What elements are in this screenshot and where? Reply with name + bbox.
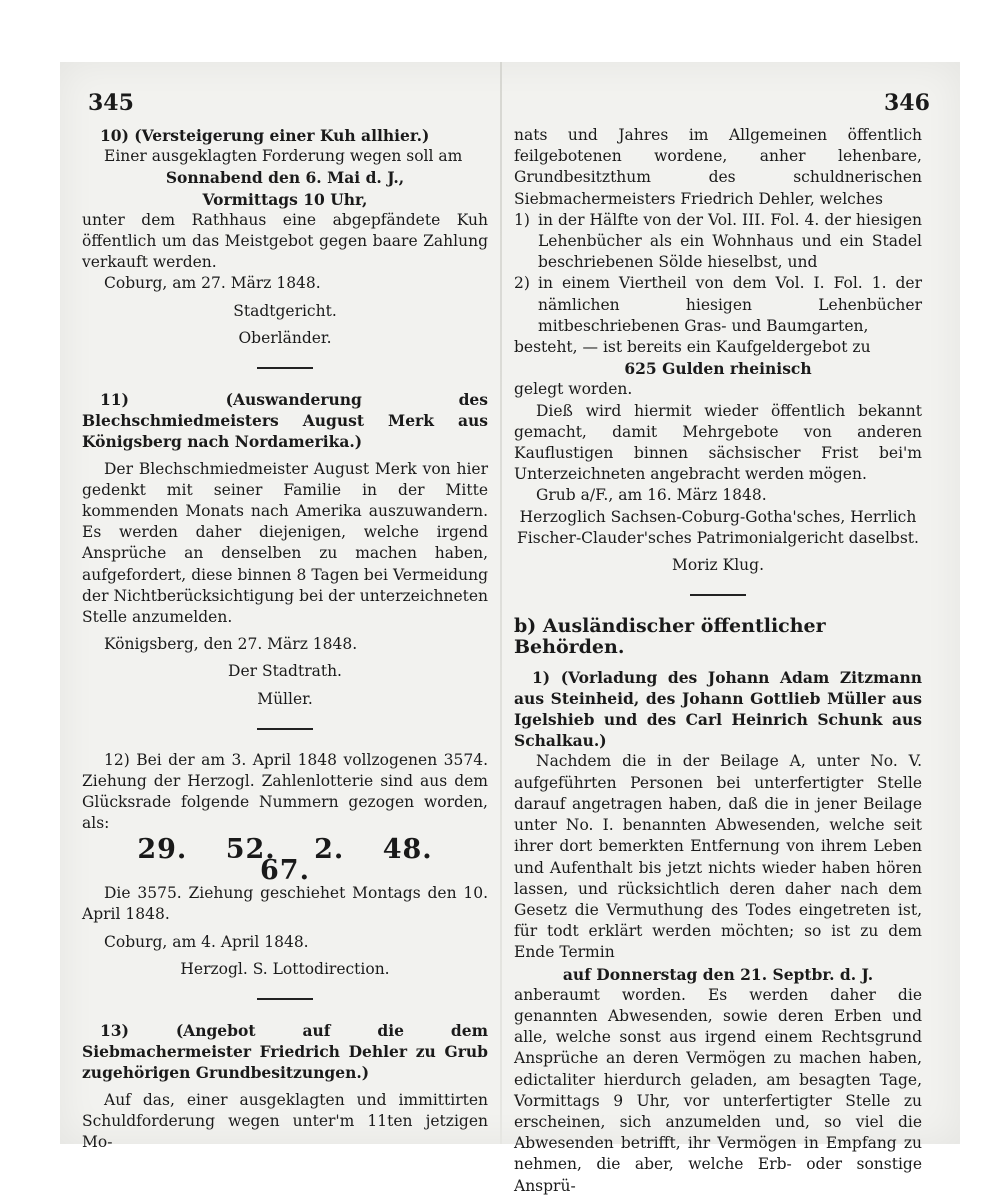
notice-b1-body: Nachdem die in der Beilage A, unter No. V. aufgeführten Personen bei unterfertigter Stelle darauf angetragen haben, daß die in jener Beilage unter No. I. benannten Abwesenden, welche seit ihrer dort bemerkten Entfernung von ihrem Leben und Aufenthalt bis jetzt nichts wieder haben hören lassen, und rücksichtlich deren daher nach dem Gesetz die Vermuthung des Todes eingetreten ist, für todt erklärt werden möchten; so ist zu dem Ende Termin xyxy=(514,752,922,962)
page-fold xyxy=(500,62,502,1144)
notice-10-heading: 10) (Versteigerung einer Kuh allhier.) xyxy=(100,126,430,145)
item-text: in einem Viertheil von dem Vol. I. Fol. 1. der nämlichen hiesigen Lehenbücher mitbeschriebenen Gras- und Baumgarten, xyxy=(538,274,922,335)
section-heading-b: b) Ausländischer öffentlicher Behörden. xyxy=(514,615,826,659)
right-column xyxy=(514,125,922,1197)
item-text: in der Hälfte von der Vol. III. Fol. 4. der hiesigen Lehenbücher als ein Wohnhaus und ein Stadel beschriebenen Sölde hieselbst, und xyxy=(538,210,922,272)
notice-13-body-2: Dieß wird hiermit wieder öffentlich bekannt gemacht, damit Mehrgebote von anderen Kauflustigen binnen sächsischer Frist bei'm Unterzeichneten angebracht werden mögen. xyxy=(514,401,922,484)
notice-13-authority: Herzoglich Sachsen-Coburg-Gotha'sches, Herrlich Fischer-Clauder'sches Patrimonialgericht daselbst. xyxy=(517,507,919,547)
notice-10-body: unter dem Rathhaus eine abgepfändete Kuh öffentlich um das Meistgebot gegen baare Zahlung verkauft werden. xyxy=(82,210,488,272)
notice-11-signature: Müller. xyxy=(257,689,313,708)
separator-rule xyxy=(690,594,746,596)
page-number-right: 346 xyxy=(884,90,930,116)
notice-11-body: Der Blechschmiedmeister August Merk von hier gedenkt mit seiner Familie in der Mitte kommenden Monats nach Amerika auszuwandern. Es werden daher diejenigen, welche irgend Ansprüche an denselben zu machen haben, aufgefordert, diese binnen 8 Tagen bei Vermeidung der Nichtberücksichtigung bei der unterzeichneten Stelle anzumelden. xyxy=(82,459,488,627)
separator-rule xyxy=(257,998,313,1000)
notice-b1-termin: auf Donnerstag den 21. Septbr. d. J. xyxy=(562,964,874,984)
notice-13-body-start: Auf das, einer ausgeklagten und immittirten Schuldforderung wegen unter'm 11ten jetzigen Mo- xyxy=(82,1090,488,1151)
item-number: 2) xyxy=(514,274,530,293)
lottery-numbers xyxy=(82,833,488,886)
item-number: 1) xyxy=(514,210,530,229)
lottery-number: 2. xyxy=(314,833,345,865)
notice-10-signature: Oberländer. xyxy=(238,328,332,347)
notice-10-time: Vormittags 10 Uhr, xyxy=(202,189,368,209)
lottery-number: 48. xyxy=(382,833,433,865)
notice-10-place-date: Coburg, am 27. März 1848. xyxy=(104,274,321,293)
property-item xyxy=(514,273,922,337)
notice-13-amount: 625 Gulden rheinisch xyxy=(624,359,812,379)
notice-13-gelegt: gelegt worden. xyxy=(514,380,633,399)
lottery-number: 52. xyxy=(225,833,276,865)
notice-13-place-date: Grub a/F., am 16. März 1848. xyxy=(536,486,767,505)
notice-b1-body-2: anberaumt worden. Es werden daher die genannten Abwesenden, sowie deren Erben und alle, welche sonst aus irgend einem Rechtsgrund Ansprüche an deren Vermögen zu machen haben, edictaliter hierdurch geladen, am besagten Tage, Vormittags 9 Uhr, vor unterfertigter Stelle zu erscheinen, sich anzumelden und, so viel die Abwesenden betrifft, ihr Vermögen in Empfang zu nehmen, die aber, welche Erb- oder sonstige Ansprü- xyxy=(514,985,922,1195)
notice-12-place-date: Coburg, am 4. April 1848. xyxy=(104,932,309,951)
notice-10-authority: Stadtgericht. xyxy=(233,301,337,320)
property-item xyxy=(514,210,922,274)
notice-12-body: 12) Bei der am 3. April 1848 vollzogenen 3574. Ziehung der Herzogl. Zahlenlotterie sind aus dem Glücksrade folgende Nummern gezogen worden, als: xyxy=(82,750,488,833)
notice-13-besteht: besteht, — ist bereits ein Kaufgeldergebot zu xyxy=(514,338,871,357)
notice-10-date: Sonnabend den 6. Mai d. J., xyxy=(165,168,405,188)
notice-13-body-continued: nats und Jahres im Allgemeinen öffentlich feilgebotenen wordene, anher lehenbare, Grundbesitzthum des schuldnerischen Siebmachermeisters Friedrich Dehler, welches xyxy=(514,126,922,208)
lottery-number: 29. xyxy=(137,833,188,865)
notice-11-heading: 11) (Auswanderung des Blechschmiedmeisters August Merk aus Königsberg nach Nordamerika.) xyxy=(82,390,488,452)
notice-11-place-date: Königsberg, den 27. März 1848. xyxy=(104,635,358,654)
lottery-number: 67. xyxy=(260,854,310,886)
left-column xyxy=(82,125,488,1153)
separator-rule xyxy=(257,728,313,730)
notice-12-authority: Herzogl. S. Lottodirection. xyxy=(180,959,390,978)
notice-13-heading: 13) (Angebot auf die dem Siebmachermeister Friedrich Dehler zu Grub zugehörigen Grundbesitzungen.) xyxy=(82,1020,488,1083)
separator-rule xyxy=(257,367,313,369)
notice-11-authority: Der Stadtrath. xyxy=(228,662,342,681)
notice-12-next-drawing: Die 3575. Ziehung geschiehet Montags den 10. April 1848. xyxy=(82,884,488,924)
notice-10-line1: Einer ausgeklagten Forderung wegen soll am xyxy=(104,147,463,166)
notice-b1-heading: 1) (Vorladung des Johann Adam Zitzmann aus Steinheid, des Johann Gottlieb Müller aus Igelshieb und des Carl Heinrich Schunk aus Schalkau.) xyxy=(514,667,922,751)
notice-13-signature: Moriz Klug. xyxy=(671,556,765,575)
page-number-left: 345 xyxy=(88,90,134,116)
